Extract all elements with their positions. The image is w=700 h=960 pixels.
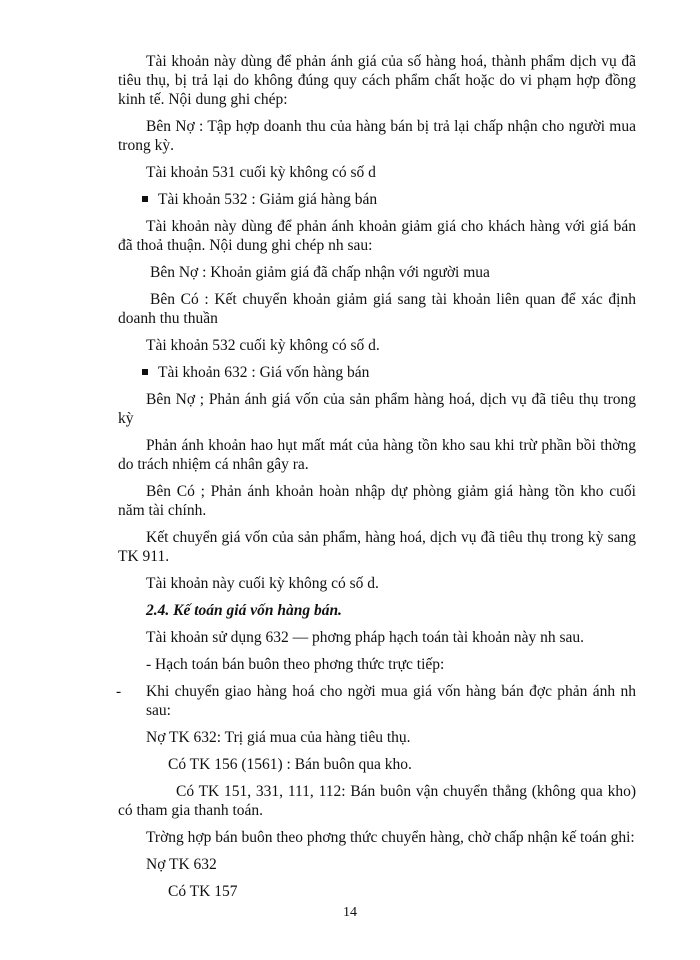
dash-marker: - [116,683,122,700]
section-heading: 2.4. Kế toán giá vốn hàng bán. [146,602,342,619]
paragraph: Có TK 156 (1561) : Bán buôn qua kho. [168,756,412,773]
paragraph: Có TK 157 [168,883,238,900]
document-body [118,52,636,909]
square-bullet-icon [142,196,148,202]
bullet-text: Tài khoản 532 : Giảm giá hàng bán [158,191,378,208]
bullet-item [118,190,636,209]
paragraph: Tài khoản này dùng để phản ánh khoản giảm giá cho khách hàng với giá bán đã thoả thuận. Nội dung ghi chép nh sau: [118,218,636,254]
paragraph: Bên Nợ ; Phản ánh giá vốn của sản phẩm hàng hoá, dịch vụ đã tiêu thụ trong kỳ [118,391,636,427]
paragraph: Tài khoản 531 cuối kỳ không có số d [146,164,376,181]
paragraph: Bên Nợ : Tập hợp doanh thu của hàng bán bị trả lại chấp nhận cho người mua trong kỳ. [118,118,636,154]
dash-item [118,682,636,720]
dash-text: Khi chuyển giao hàng hoá cho ngời mua giá vốn hàng bán đợc phản ánh nh sau: [146,683,636,719]
paragraph: Bên Có ; Phản ánh khoản hoàn nhập dự phòng giảm giá hàng tồn kho cuối năm tài chính. [118,483,636,519]
paragraph: Trờng hợp bán buôn theo phơng thức chuyển hàng, chờ chấp nhận kế toán ghi: [146,829,635,846]
paragraph: Nợ TK 632 [146,856,217,873]
paragraph: Tài khoản sử dụng 632 — phơng pháp hạch toán tài khoản này nh sau. [146,629,585,646]
square-bullet-icon [142,369,148,375]
paragraph: Bên Nợ : Khoản giảm giá đã chấp nhận với người mua [150,264,490,281]
paragraph: Phản ánh khoản hao hụt mất mát của hàng tồn kho sau khi trừ phần bồi thờng do trách nhiệm cá nhân gây ra. [118,437,636,473]
paragraph: Nợ TK 632: Trị giá mua của hàng tiêu thụ. [146,729,411,746]
bullet-item [118,363,636,382]
paragraph: - Hạch toán bán buôn theo phơng thức trực tiếp: [146,656,445,673]
paragraph: Kết chuyển giá vốn của sản phẩm, hàng hoá, dịch vụ đã tiêu thụ trong kỳ sang TK 911. [118,529,636,565]
paragraph: Tài khoản này dùng để phản ánh giá của số hàng hoá, thành phẩm dịch vụ đã tiêu thụ, bị trả lại do không đúng quy cách phẩm chất hoặc do vi phạm hợp đồng kinh tế. Nội dung ghi chép: [118,53,636,108]
page-number: 14 [343,905,357,920]
paragraph: Tài khoản 532 cuối kỳ không có số d. [146,337,380,354]
paragraph: Bên Có : Kết chuyển khoản giảm giá sang tài khoản liên quan để xác định doanh thu thuần [118,291,636,327]
paragraph: Có TK 151, 331, 111, 112: Bán buôn vận chuyển thẳng (không qua kho) có tham gia thanh toán. [118,783,636,819]
bullet-text: Tài khoản 632 : Giá vốn hàng bán [158,364,370,381]
paragraph: Tài khoản này cuối kỳ không có số d. [146,575,379,592]
